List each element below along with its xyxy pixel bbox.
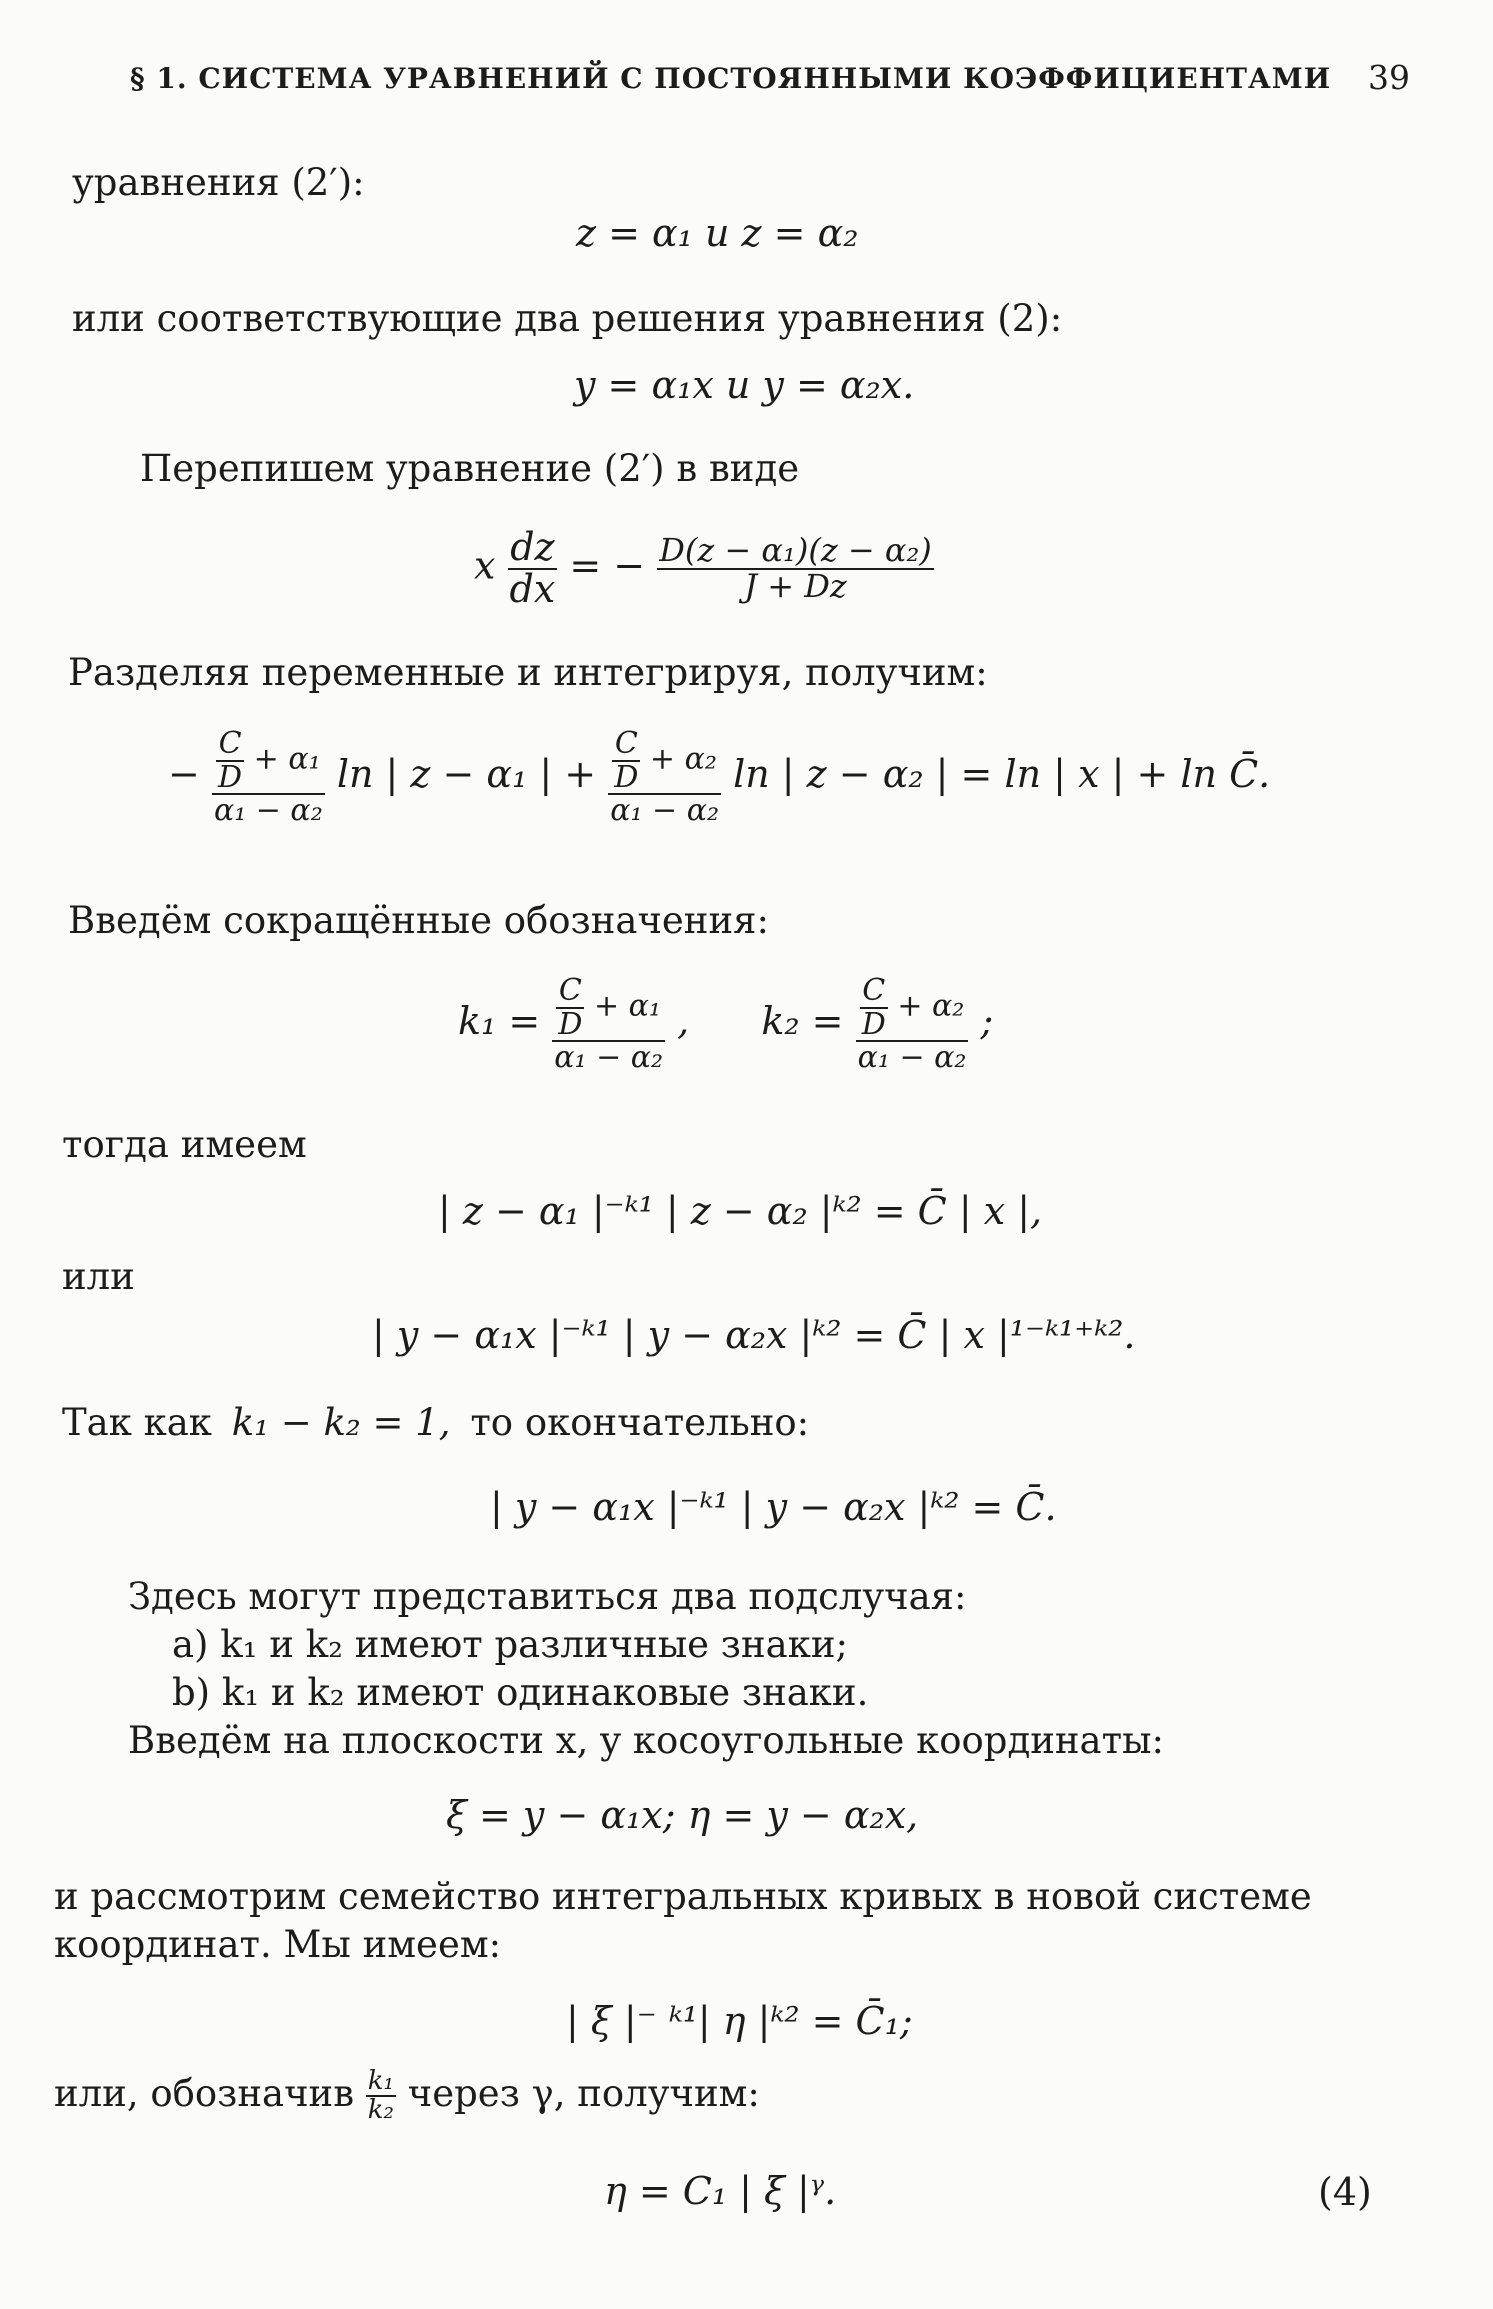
equation: η = C₁ | ξ |ᵞ. xyxy=(604,2169,837,2213)
frac-den: dx xyxy=(509,566,556,611)
text-line: Введём на плоскости x, y косоугольные координаты: xyxy=(128,1719,1164,1762)
text-part: через γ, получим: xyxy=(407,2071,760,2115)
frac-den: J + Dz xyxy=(744,566,847,605)
text-line: уравнения (2′): xyxy=(72,161,365,204)
text-part: или, обозначив xyxy=(54,2071,355,2115)
equation: | ξ |⁻ ᵏ¹| η |ᵏ² = C̄₁; xyxy=(566,1999,913,2043)
plus-alpha: + α₁ xyxy=(253,741,321,777)
k2-label: k₂ = xyxy=(761,998,844,1043)
frac-num xyxy=(552,975,665,1042)
equation: ξ = y − α₁x; η = y − α₂x, xyxy=(446,1793,919,1837)
text-line xyxy=(62,1402,809,1445)
frac-num: C xyxy=(612,728,640,762)
k1-label: k₁ = xyxy=(458,998,541,1043)
frac-den: k₂ xyxy=(367,2095,394,2126)
text-line: координат. Мы имеем: xyxy=(54,1923,502,1966)
eq-sign: = − xyxy=(569,543,646,588)
list-item: a) k₁ и k₂ имеют различные знаки; xyxy=(172,1623,848,1666)
page-number: 39 xyxy=(1368,58,1410,97)
fraction-rhs xyxy=(657,531,934,605)
equation-number: (4) xyxy=(1318,2170,1372,2214)
fraction-c-d xyxy=(612,728,640,793)
equation-ode xyxy=(474,525,934,611)
frac-den: D xyxy=(861,1006,886,1042)
eq-minus: − xyxy=(168,751,200,796)
equation: | y − α₁x |⁻ᵏ¹ | y − α₂x |ᵏ² = C̄. xyxy=(490,1485,1057,1529)
frac-num: C xyxy=(216,728,244,762)
eq-part: ln | z − α₁ | + xyxy=(336,751,597,796)
fraction-k1 xyxy=(552,975,665,1074)
inline-equation: k₁ − k₂ = 1, xyxy=(231,1401,451,1444)
text-line: Здесь могут представиться два подслучая: xyxy=(128,1575,967,1618)
frac-den: α₁ − α₂ xyxy=(610,793,719,828)
frac-den: D xyxy=(218,759,243,795)
frac-den: α₁ − α₂ xyxy=(857,1040,967,1075)
fraction-k1-k2 xyxy=(366,2068,396,2125)
text-line: или xyxy=(62,1255,135,1298)
fraction-coef-2 xyxy=(608,728,721,827)
fraction-c-d xyxy=(556,975,584,1040)
plus-alpha: + α₂ xyxy=(897,988,965,1024)
frac-den: α₁ − α₂ xyxy=(213,793,323,828)
frac-num: k₁ xyxy=(367,2066,394,2096)
frac-num xyxy=(212,728,325,795)
text-line: Введём сокращённые обозначения: xyxy=(68,899,769,942)
fraction-dz-dx xyxy=(508,525,558,611)
text-part: Так как xyxy=(62,1401,212,1444)
frac-num: dz xyxy=(508,528,558,570)
list-item: b) k₁ и k₂ имеют одинаковые знаки. xyxy=(172,1671,869,1714)
frac-den: D xyxy=(614,759,639,795)
text-line: и рассмотрим семейство интегральных кривых в новой системе xyxy=(54,1875,1312,1918)
eq-part: ln | z − α₂ | = ln | x | + ln C̄. xyxy=(733,751,1271,796)
equation-k-definitions xyxy=(458,975,993,1074)
text-line xyxy=(54,2068,760,2125)
fraction-c-d xyxy=(216,728,244,793)
text-line: Разделяя переменные и интегрируя, получим: xyxy=(68,651,988,694)
fraction-c-d xyxy=(860,975,888,1040)
frac-num: C xyxy=(860,975,888,1009)
text-part: то окончательно: xyxy=(470,1401,810,1444)
equation: | z − α₁ |⁻ᵏ¹ | z − α₂ |ᵏ² = C̄ | x |, xyxy=(438,1189,1043,1233)
equation-integral xyxy=(168,728,1270,827)
frac-num xyxy=(608,728,721,795)
eq-x: x xyxy=(474,543,496,588)
separator: , xyxy=(677,998,690,1043)
separator: ; xyxy=(980,998,994,1043)
frac-den: D xyxy=(558,1006,583,1042)
text-line: тогда имеем xyxy=(62,1123,307,1166)
equation: | y − α₁x |⁻ᵏ¹ | y − α₂x |ᵏ² = C̄ | x |¹⁻ᵏ¹⁺ᵏ². xyxy=(372,1313,1136,1357)
frac-den: α₁ − α₂ xyxy=(554,1040,664,1075)
fraction-k2 xyxy=(856,975,969,1074)
frac-num: C xyxy=(556,975,584,1009)
fraction-coef-1 xyxy=(212,728,325,827)
frac-num: D(z − α₁)(z − α₂) xyxy=(659,531,932,570)
plus-alpha: + α₂ xyxy=(649,741,717,777)
equation: z = α₁ и z = α₂ xyxy=(576,211,859,255)
text-line: Перепишем уравнение (2′) в виде xyxy=(140,447,800,490)
equation: y = α₁x и y = α₂x. xyxy=(574,363,915,407)
frac-num xyxy=(856,975,969,1042)
text-line: или соответствующие два решения уравнения (2): xyxy=(72,297,1063,340)
running-head: § 1. СИСТЕМА УРАВНЕНИЙ С ПОСТОЯННЫМИ КОЭФФИЦИЕНТАМИ xyxy=(130,62,1332,95)
plus-alpha: + α₁ xyxy=(593,988,661,1024)
